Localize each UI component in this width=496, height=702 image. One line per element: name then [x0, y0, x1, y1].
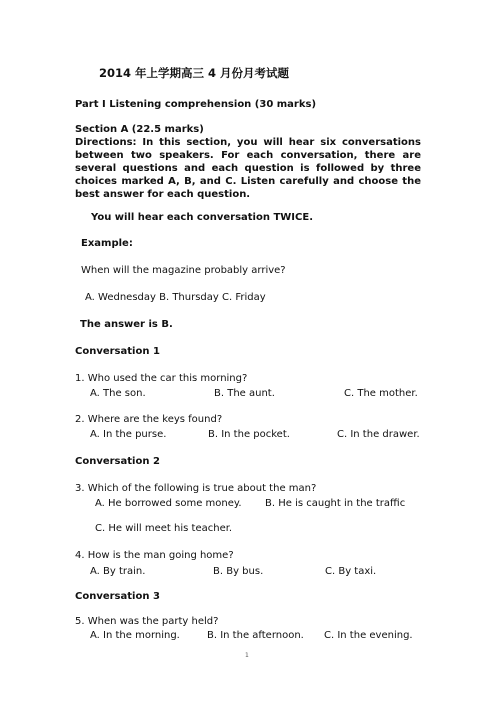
page-number: 1: [245, 652, 249, 659]
option-a: A. By train.: [90, 566, 146, 577]
question-text: 3. Which of the following is true about the man?: [75, 483, 317, 494]
question-text: 1. Who used the car this morning?: [75, 373, 248, 384]
example-options: A. Wednesday B. Thursday C. Friday: [85, 292, 266, 303]
option-c: C. In the drawer.: [337, 429, 420, 440]
conversation-heading: Conversation 2: [75, 456, 160, 467]
option-a: A. In the purse.: [90, 429, 167, 440]
option-c: C. In the evening.: [324, 630, 413, 641]
option-a: A. He borrowed some money.: [95, 498, 242, 509]
directions-line: several questions and each question is followed by three: [75, 163, 421, 174]
directions-line: choices marked A, B, and C. Listen carefully and choose the: [75, 176, 421, 187]
example-label: Example:: [81, 238, 133, 249]
option-b: B. In the afternoon.: [207, 630, 304, 641]
listen-twice-note: You will hear each conversation TWICE.: [91, 212, 313, 223]
option-c: C. He will meet his teacher.: [95, 523, 233, 534]
conversation-heading: Conversation 3: [75, 591, 160, 602]
section-heading: Section A (22.5 marks): [75, 124, 204, 135]
question-text: 4. How is the man going home?: [75, 550, 234, 561]
option-a: A. In the morning.: [90, 630, 180, 641]
directions-line: best answer for each question.: [75, 189, 251, 200]
directions-line: between two speakers. For each conversation, there are: [75, 150, 421, 161]
question-text: 5. When was the party held?: [75, 616, 219, 627]
part-heading: Part I Listening comprehension (30 marks): [75, 99, 317, 110]
example-question: When will the magazine probably arrive?: [81, 265, 286, 276]
exam-title: 2014 年上学期高三 4 月份月考试题: [99, 66, 290, 80]
option-a: A. The son.: [90, 388, 146, 399]
option-c: C. The mother.: [344, 388, 418, 399]
option-b: B. In the pocket.: [208, 429, 290, 440]
option-b: B. The aunt.: [214, 388, 275, 399]
conversation-heading: Conversation 1: [75, 346, 160, 357]
option-b: B. By bus.: [213, 566, 264, 577]
option-c: C. By taxi.: [325, 566, 377, 577]
question-text: 2. Where are the keys found?: [75, 414, 223, 425]
option-b: B. He is caught in the traffic: [265, 498, 406, 509]
directions-line: Directions: In this section, you will hear six conversations: [75, 137, 421, 148]
example-answer: The answer is B.: [80, 319, 173, 330]
